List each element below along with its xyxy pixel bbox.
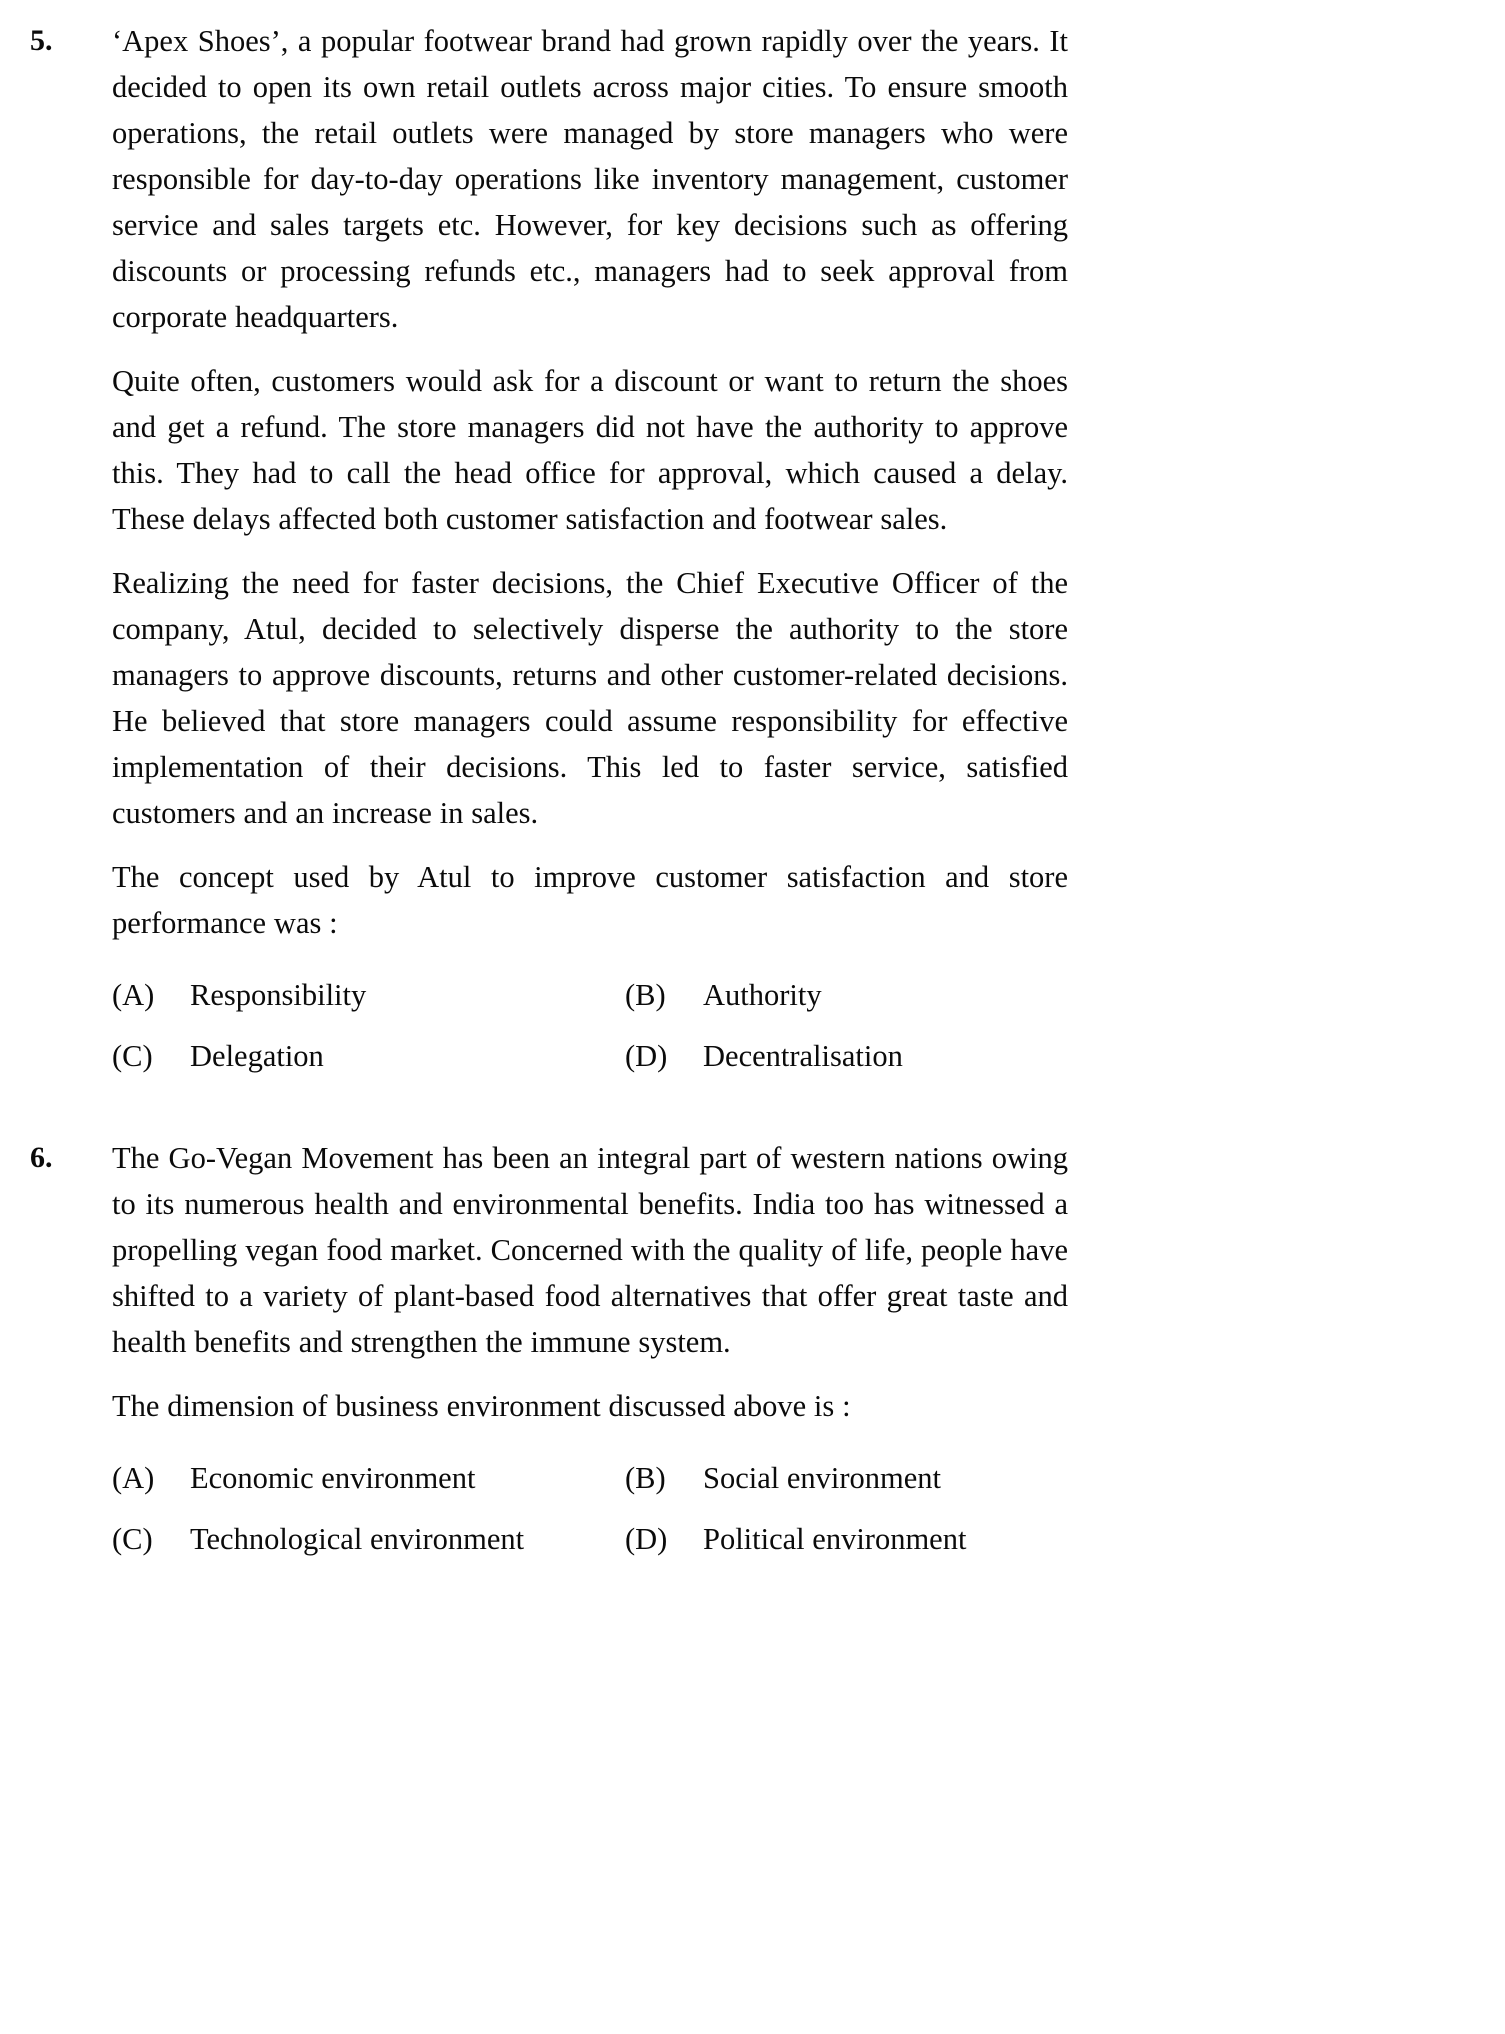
question-body-5 <box>112 18 1068 1079</box>
option-label: Technological environment <box>190 1522 525 1556</box>
question-number-5: 5. <box>30 24 53 57</box>
option-d-6[interactable] <box>625 1516 1068 1562</box>
option-b-6[interactable] <box>625 1455 1068 1501</box>
option-tag: (A) <box>112 1461 155 1495</box>
option-tag: (C) <box>112 1039 153 1073</box>
question-body-6 <box>112 1135 1068 1562</box>
option-label: Delegation <box>190 1039 324 1073</box>
option-label: Economic environment <box>190 1461 476 1495</box>
question-6-options <box>112 1455 1068 1562</box>
option-a-5[interactable] <box>112 972 625 1018</box>
option-label: Authority <box>703 978 822 1012</box>
question-block-6 <box>0 1135 1100 1562</box>
option-label: Responsibility <box>190 978 367 1012</box>
question-5-options <box>112 972 1068 1079</box>
option-tag: (B) <box>625 978 666 1012</box>
option-row <box>112 972 1068 1018</box>
option-label: Social environment <box>703 1461 942 1495</box>
option-tag: (C) <box>112 1522 153 1556</box>
option-c-6[interactable] <box>112 1516 625 1562</box>
question-block-5 <box>0 18 1100 1079</box>
option-label: Political environment <box>703 1522 967 1556</box>
option-tag: (D) <box>625 1039 668 1073</box>
option-tag: (A) <box>112 978 155 1012</box>
question-6-paragraph-1: The Go-Vegan Movement has been an integral part of western nations owing to its numerous health and environmental benefits. India too has witnessed a propelling vegan food market. Concerned with the quality of life, people have shifted to a variety of plant-based food alternatives that offer great taste and health benefits and strengthen the immune system. <box>112 1141 1068 1359</box>
option-label: Decentralisation <box>703 1039 903 1073</box>
question-6-prompt: The dimension of business environment discussed above is : <box>112 1389 851 1423</box>
question-separator <box>0 1079 1100 1135</box>
option-row <box>112 1516 1068 1562</box>
option-a-6[interactable] <box>112 1455 625 1501</box>
question-number-6: 6. <box>30 1141 53 1174</box>
option-tag: (D) <box>625 1522 668 1556</box>
question-5-paragraph-3: Realizing the need for faster decisions, the Chief Executive Officer of the company, Atul, decided to selectively disperse the authority to the store managers to approve discounts, returns and other customer-related decisions. He believed that store managers could assume responsibility for effective implementation of their decisions. This led to faster service, satisfied customers and an increase in sales. <box>112 566 1068 830</box>
option-d-5[interactable] <box>625 1033 1068 1079</box>
question-5-prompt: The concept used by Atul to improve customer satisfaction and store performance was : <box>112 860 1068 940</box>
option-row <box>112 1455 1068 1501</box>
option-b-5[interactable] <box>625 972 1068 1018</box>
question-5-paragraph-1: ‘Apex Shoes’, a popular footwear brand had grown rapidly over the years. It decided to open its own retail outlets across major cities. To ensure smooth operations, the retail outlets were managed by store managers who were responsible for day-to-day operations like inventory management, customer service and sales targets etc. However, for key decisions such as offering discounts or processing refunds etc., managers had to seek approval from corporate headquarters. <box>112 24 1068 334</box>
question-5-paragraph-2: Quite often, customers would ask for a discount or want to return the shoes and get a refund. The store managers did not have the authority to approve this. They had to call the head office for approval, which caused a delay. These delays affected both customer satisfaction and footwear sales. <box>112 364 1068 536</box>
option-tag: (B) <box>625 1461 666 1495</box>
option-row <box>112 1033 1068 1079</box>
option-c-5[interactable] <box>112 1033 625 1079</box>
